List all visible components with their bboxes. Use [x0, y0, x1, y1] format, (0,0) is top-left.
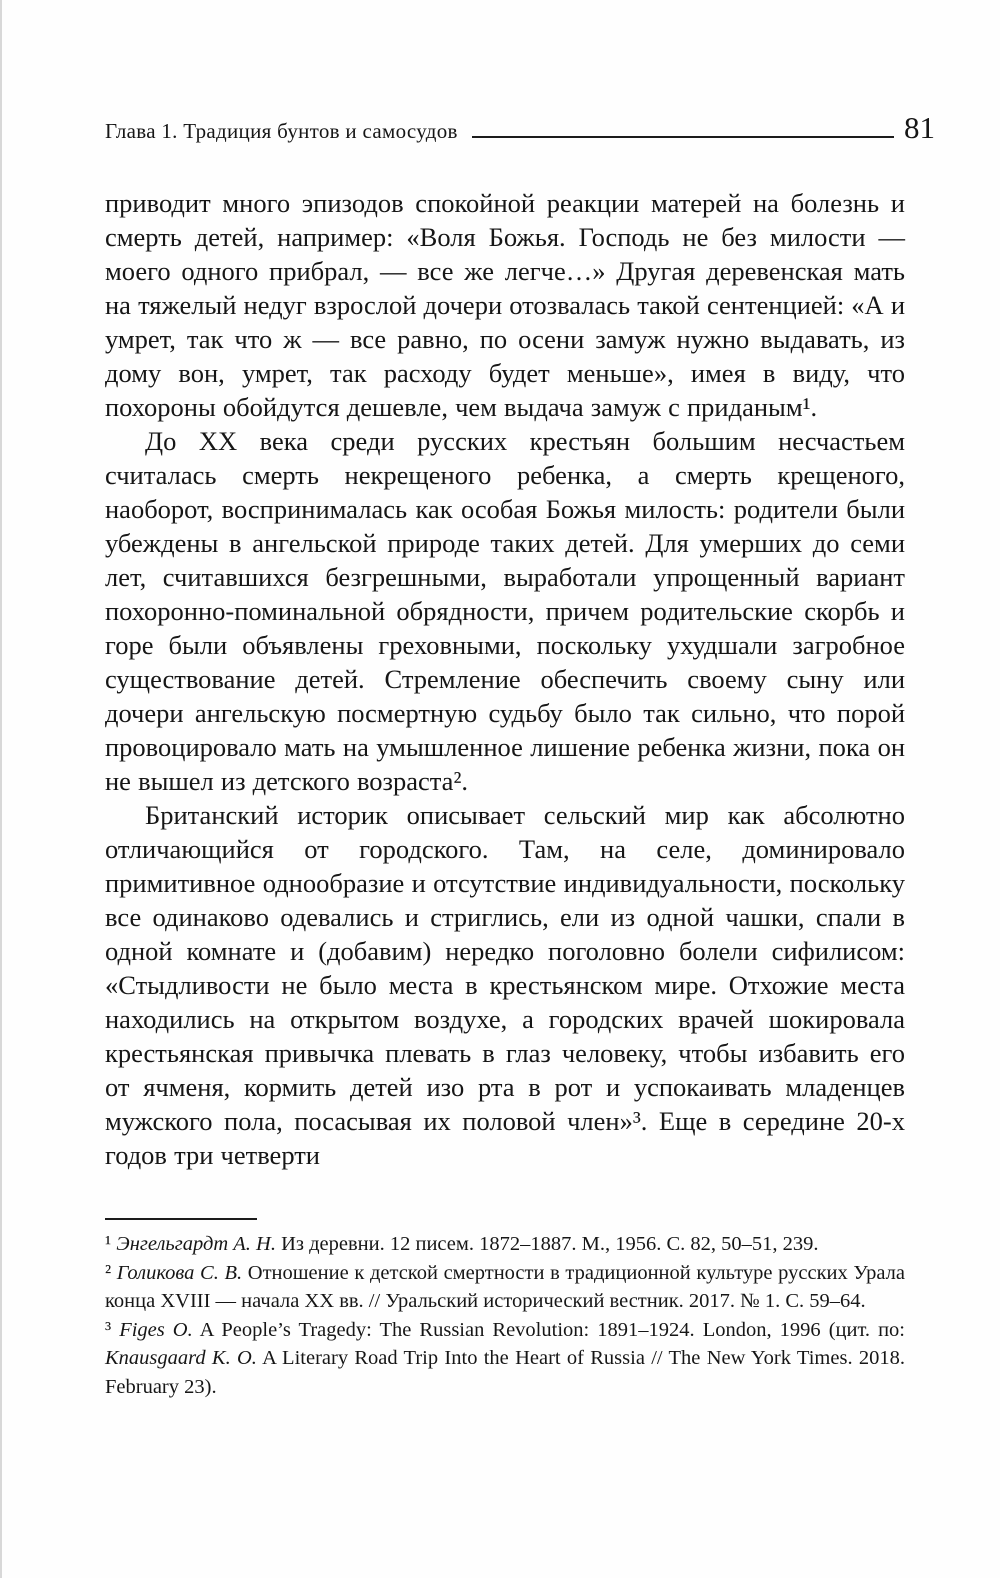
footnote-text: A Literary Road Trip Into the Heart of Russia // The New York Times. 2018. February 23).	[105, 1347, 905, 1398]
page-number: 81	[904, 110, 935, 145]
footnote-author: Figes O.	[119, 1318, 193, 1341]
running-header	[105, 112, 935, 144]
paragraph-1: приводит много эпизодов спокойной реакции матерей на болезнь и смерть детей, например: «Воля Божья. Господь не без милости — моего одного прибрал, — все же легче…» Другая деревенская мать на тяжелый недуг взрослой дочери отозвалась такой сентенцией: «А и умрет, так что ж — все равно, по осени замуж нужно выдавать, из дому вон, умрет, так расходу будет меньше», имея в виду, что похороны обойдутся дешевле, чем выдача замуж с приданым¹.	[105, 188, 906, 422]
footnote-author: Энгельгардт А. Н.	[116, 1233, 276, 1255]
footnote-author: Голикова С. В.	[116, 1261, 243, 1284]
footnote-2	[105, 1259, 905, 1316]
footnote-text: ²	[105, 1261, 117, 1284]
footnote-text: ³	[105, 1318, 120, 1341]
body-text	[105, 186, 905, 1172]
paragraph-3: Британский историк описывает сельский мир как абсолютно отличающийся от городского. Там, на селе, доминировало примитивное однообразие и отсутствие индивидуальности, поскольку все одинаково одевались и стриглись, ели из одной чашки, спали в одной комнате и (добавим) нередко поголовно болели сифилисом: «Стыдливости не было места в крестьянском мире. Отхожие места находились на открытом воздухе, а городских врачей шокировала крестьянская привычка плевать в глаз человеку, чтобы избавить его от ячменя, кормить детей изо рта в рот и успокаивать младенцев мужского пола, посасывая их половой член»³. Еще в середине 20-х годов три четверти	[105, 800, 905, 1170]
footnotes	[105, 1218, 905, 1401]
footnote-3	[105, 1316, 905, 1402]
chapter-title: Глава 1. Традиция бунтов и самосудов	[105, 119, 458, 143]
footnote-text: ¹	[105, 1233, 117, 1255]
footnote-text: A People’s Tragedy: The Russian Revolution: 1891–1924. London, 1996 (цит. по:	[192, 1318, 905, 1341]
footnote-text: Из деревни. 12 писем. 1872–1887. М., 1956. С. 82, 50–51, 239.	[275, 1233, 819, 1255]
footnote-author: Knausgaard K. O.	[105, 1347, 257, 1369]
footnote-separator	[105, 1218, 257, 1220]
paragraph-2: До XX века среди русских крестьян большим несчастьем считалась смерть некрещеного ребенка, а смерть крещеного, наоборот, воспринималась как особая Божья милость: родители были убеждены в ангельской природе таких детей. Для умерших до семи лет, считавшихся безгрешными, выработали упрощенный вариант похоронно-поминальной обрядности, причем родительские скорбь и горе были объявлены греховными, поскольку ухудшали загробное существование детей. Стремление обеспечить своему сыну или дочери ангельскую посмертную судьбу было так сильно, что порой провоцировало мать на умышленное лишение ребенка жизни, пока он не вышел из детского возраста².	[105, 426, 905, 796]
header-rule	[472, 135, 894, 138]
footnote-text: Отношение к детской смертности в традиционной культуре русских Урала конца XVIII — начала XX вв. // Уральский исторический вестник. 2017. № 1. С. 59–64.	[105, 1261, 905, 1312]
footnote-1	[105, 1230, 905, 1259]
